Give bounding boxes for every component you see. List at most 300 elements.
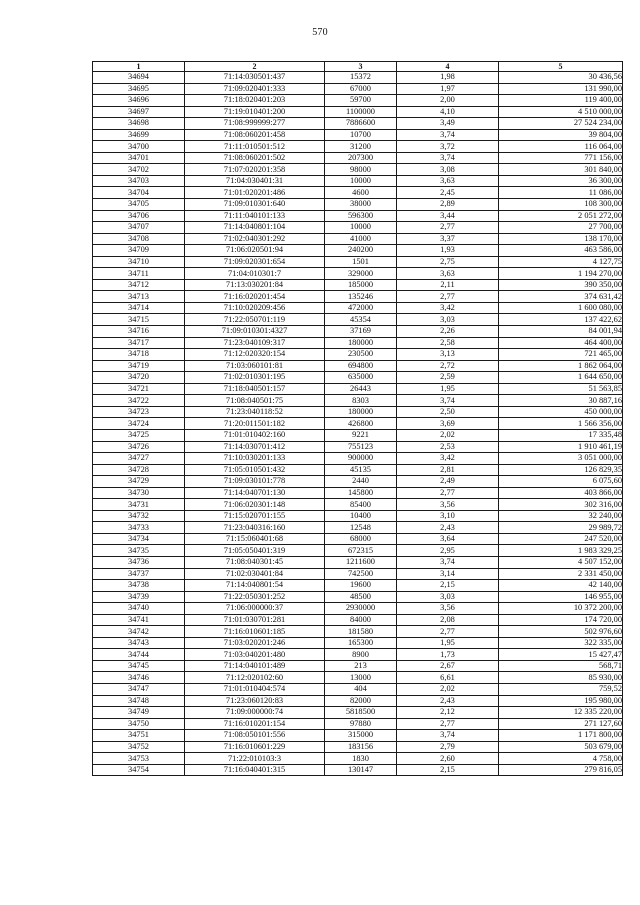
table-cell-col-2: 71:19:010401:200: [185, 106, 325, 118]
table-cell-col-4: 2,77: [397, 626, 499, 638]
table-cell-col-4: 3,37: [397, 233, 499, 245]
table-cell-col-4: 3,42: [397, 453, 499, 465]
table-row: [93, 406, 623, 418]
table-cell-col-4: 3,64: [397, 533, 499, 545]
table-cell-col-2: 71:02:040301:292: [185, 233, 325, 245]
table-cell-col-2: 71:02:010301:195: [185, 372, 325, 384]
table-cell-col-1: 34696: [93, 95, 185, 107]
table-cell-col-2: 71:08:040301:45: [185, 556, 325, 568]
table-cell-col-4: 1,97: [397, 83, 499, 95]
table-cell-col-2: 71:08:060201:458: [185, 129, 325, 141]
table-cell-col-5: 4 507 152,00: [499, 556, 623, 568]
table-cell-col-4: 2,77: [397, 487, 499, 499]
table-cell-col-1: 34720: [93, 372, 185, 384]
table-cell-col-1: 34748: [93, 695, 185, 707]
table-cell-col-1: 34708: [93, 233, 185, 245]
table-row: [93, 568, 623, 580]
table-cell-col-2: 71:14:040801:104: [185, 222, 325, 234]
table-cell-col-1: 34740: [93, 603, 185, 615]
table-cell-col-2: 71:18:020401:203: [185, 95, 325, 107]
table-cell-col-5: 29 989,72: [499, 522, 623, 534]
table-cell-col-5: 30 436,56: [499, 72, 623, 84]
table-row: [93, 464, 623, 476]
table-cell-col-3: 1100000: [325, 106, 397, 118]
table-cell-col-2: 71:01:010404:574: [185, 683, 325, 695]
table-cell-col-4: 2,12: [397, 707, 499, 719]
table-cell-col-5: 322 335,00: [499, 637, 623, 649]
table-cell-col-2: 71:06:000000:37: [185, 603, 325, 615]
table-cell-col-5: 279 816,05: [499, 764, 623, 776]
table-cell-col-3: 13000: [325, 672, 397, 684]
table-cell-col-4: 3,03: [397, 314, 499, 326]
table-cell-col-2: 71:08:050101:556: [185, 730, 325, 742]
table-row: [93, 372, 623, 384]
table-cell-col-5: 174 720,00: [499, 614, 623, 626]
table-cell-col-5: 1 566 356,00: [499, 418, 623, 430]
table-cell-col-5: 302 316,00: [499, 499, 623, 511]
table-row: [93, 580, 623, 592]
table-cell-col-4: 2,60: [397, 753, 499, 765]
table-cell-col-2: 71:01:030701:281: [185, 614, 325, 626]
column-header-3: 3: [325, 62, 397, 72]
table-row: [93, 718, 623, 730]
table-cell-col-5: 32 240,00: [499, 510, 623, 522]
table-cell-col-4: 3,74: [397, 556, 499, 568]
table-cell-col-4: 3,56: [397, 603, 499, 615]
table-cell-col-4: 2,89: [397, 199, 499, 211]
table-cell-col-2: 71:09:010301:640: [185, 199, 325, 211]
table-cell-col-1: 34709: [93, 245, 185, 257]
table-row: [93, 510, 623, 522]
table-row: [93, 660, 623, 672]
table-cell-col-5: 2 051 272,00: [499, 210, 623, 222]
table-cell-col-1: 34700: [93, 141, 185, 153]
table-cell-col-4: 2,43: [397, 695, 499, 707]
table-cell-col-5: 390 350,00: [499, 279, 623, 291]
table-cell-col-4: 2,77: [397, 718, 499, 730]
table-cell-col-2: 71:14:030501:437: [185, 72, 325, 84]
table-cell-col-3: 8900: [325, 649, 397, 661]
table-cell-col-4: 2,49: [397, 476, 499, 488]
table-cell-col-5: 463 586,00: [499, 245, 623, 257]
table-cell-col-1: 34751: [93, 730, 185, 742]
table-row: [93, 302, 623, 314]
table-cell-col-4: 6,61: [397, 672, 499, 684]
table-cell-col-1: 34728: [93, 464, 185, 476]
table-cell-col-3: 426800: [325, 418, 397, 430]
table-cell-col-1: 34753: [93, 753, 185, 765]
table-row: [93, 256, 623, 268]
table-cell-col-4: 2,15: [397, 764, 499, 776]
table-cell-col-2: 71:11:040101:133: [185, 210, 325, 222]
table-cell-col-1: 34717: [93, 337, 185, 349]
table-cell-col-1: 34747: [93, 683, 185, 695]
table-cell-col-2: 71:05:010501:432: [185, 464, 325, 476]
table-cell-col-2: 71:08:040501:75: [185, 395, 325, 407]
table-cell-col-2: 71:03:040201:480: [185, 649, 325, 661]
table-cell-col-2: 71:22:050701:119: [185, 314, 325, 326]
column-header-1: 1: [93, 62, 185, 72]
table-cell-col-2: 71:16:020201:454: [185, 291, 325, 303]
table-cell-col-1: 34699: [93, 129, 185, 141]
table-cell-col-3: 38000: [325, 199, 397, 211]
table-cell-col-1: 34746: [93, 672, 185, 684]
table-cell-col-3: 2440: [325, 476, 397, 488]
table-cell-col-4: 2,02: [397, 429, 499, 441]
table-cell-col-4: 2,53: [397, 441, 499, 453]
table-cell-col-5: 138 170,00: [499, 233, 623, 245]
table-cell-col-5: 15 427,47: [499, 649, 623, 661]
table-cell-col-1: 34701: [93, 152, 185, 164]
table-row: [93, 233, 623, 245]
table-cell-col-2: 71:03:020201:246: [185, 637, 325, 649]
table-cell-col-2: 71:23:040118:52: [185, 406, 325, 418]
table-cell-col-1: 34722: [93, 395, 185, 407]
table-row: [93, 72, 623, 84]
table-cell-col-3: 694800: [325, 360, 397, 372]
table-cell-col-3: 31200: [325, 141, 397, 153]
table-cell-col-4: 3,42: [397, 302, 499, 314]
table-row: [93, 95, 623, 107]
table-cell-col-2: 71:14:040701:130: [185, 487, 325, 499]
table-row: [93, 453, 623, 465]
table-cell-col-3: 10000: [325, 222, 397, 234]
table-cell-col-1: 34727: [93, 453, 185, 465]
table-row: [93, 326, 623, 338]
table-row: [93, 141, 623, 153]
table-cell-col-5: 1 600 080,00: [499, 302, 623, 314]
table-cell-col-1: 34732: [93, 510, 185, 522]
table-cell-col-1: 34703: [93, 175, 185, 187]
table-cell-col-3: 45135: [325, 464, 397, 476]
table-cell-col-3: 7886600: [325, 118, 397, 130]
table-row: [93, 210, 623, 222]
table-cell-col-1: 34721: [93, 383, 185, 395]
table-cell-col-3: 4600: [325, 187, 397, 199]
table-cell-col-3: 145800: [325, 487, 397, 499]
table-row: [93, 418, 623, 430]
table-cell-col-5: 502 976,60: [499, 626, 623, 638]
table-cell-col-3: 10700: [325, 129, 397, 141]
table-cell-col-5: 1 644 650,00: [499, 372, 623, 384]
table-cell-col-5: 771 156,00: [499, 152, 623, 164]
table-cell-col-1: 34712: [93, 279, 185, 291]
table-row: [93, 637, 623, 649]
table-cell-col-5: 301 840,00: [499, 164, 623, 176]
table-cell-col-5: 12 335 220,00: [499, 707, 623, 719]
table-cell-col-2: 71:10:020209:456: [185, 302, 325, 314]
table-row: [93, 291, 623, 303]
table-row: [93, 707, 623, 719]
table-cell-col-1: 34752: [93, 741, 185, 753]
table-cell-col-5: 108 300,00: [499, 199, 623, 211]
table-cell-col-3: 98000: [325, 164, 397, 176]
table-cell-col-2: 71:18:040501:157: [185, 383, 325, 395]
table-cell-col-5: 1 910 461,19: [499, 441, 623, 453]
table-cell-col-3: 97880: [325, 718, 397, 730]
table-cell-col-3: 8303: [325, 395, 397, 407]
table-cell-col-3: 26443: [325, 383, 397, 395]
table-cell-col-5: 146 955,00: [499, 591, 623, 603]
table-cell-col-3: 329000: [325, 268, 397, 280]
table-cell-col-2: 71:15:060401:68: [185, 533, 325, 545]
table-cell-col-5: 126 829,35: [499, 464, 623, 476]
table-header-row: [93, 62, 623, 72]
table-row: [93, 672, 623, 684]
table-cell-col-4: 3,08: [397, 164, 499, 176]
table-cell-col-4: 3,74: [397, 129, 499, 141]
table-cell-col-4: 1,95: [397, 637, 499, 649]
table-cell-col-4: 2,95: [397, 545, 499, 557]
table-cell-col-3: 181580: [325, 626, 397, 638]
table-cell-col-2: 71:11:010501:512: [185, 141, 325, 153]
table-cell-col-3: 180000: [325, 406, 397, 418]
table-cell-col-5: 11 086,00: [499, 187, 623, 199]
table-cell-col-3: 185000: [325, 279, 397, 291]
table-cell-col-1: 34737: [93, 568, 185, 580]
table-cell-col-1: 34710: [93, 256, 185, 268]
table-row: [93, 245, 623, 257]
table-cell-col-5: 4 127,75: [499, 256, 623, 268]
table-cell-col-1: 34733: [93, 522, 185, 534]
table-cell-col-5: 4 758,00: [499, 753, 623, 765]
table-row: [93, 314, 623, 326]
table-cell-col-2: 71:12:020102:60: [185, 672, 325, 684]
table-cell-col-5: 42 140,00: [499, 580, 623, 592]
table-cell-col-2: 71:23:040109:317: [185, 337, 325, 349]
table-cell-col-1: 34707: [93, 222, 185, 234]
table-cell-col-2: 71:09:030101:778: [185, 476, 325, 488]
table-cell-col-4: 2,15: [397, 580, 499, 592]
table-cell-col-1: 34716: [93, 326, 185, 338]
table-cell-col-3: 183156: [325, 741, 397, 753]
table-cell-col-2: 71:22:050301:252: [185, 591, 325, 603]
table-cell-col-2: 71:12:020320:154: [185, 349, 325, 361]
table-row: [93, 360, 623, 372]
table-cell-col-2: 71:05:050401:319: [185, 545, 325, 557]
table-cell-col-1: 34713: [93, 291, 185, 303]
table-cell-col-5: 39 804,00: [499, 129, 623, 141]
table-cell-col-3: 82000: [325, 695, 397, 707]
table-row: [93, 545, 623, 557]
table-row: [93, 349, 623, 361]
table-cell-col-3: 672315: [325, 545, 397, 557]
table-cell-col-4: 3,14: [397, 568, 499, 580]
table-cell-col-4: 2,77: [397, 291, 499, 303]
table-cell-col-5: 85 930,00: [499, 672, 623, 684]
table-cell-col-3: 2930000: [325, 603, 397, 615]
table-row: [93, 522, 623, 534]
table-cell-col-4: 2,58: [397, 337, 499, 349]
table-cell-col-5: 403 866,00: [499, 487, 623, 499]
table-cell-col-3: 59700: [325, 95, 397, 107]
table-cell-col-3: 135246: [325, 291, 397, 303]
table-row: [93, 614, 623, 626]
table-cell-col-5: 1 194 270,00: [499, 268, 623, 280]
table-cell-col-3: 5818500: [325, 707, 397, 719]
page-number: 570: [312, 27, 328, 38]
table-cell-col-4: 3,74: [397, 395, 499, 407]
column-header-5: 5: [499, 62, 623, 72]
table-cell-col-1: 34694: [93, 72, 185, 84]
table-cell-col-5: 6 075,60: [499, 476, 623, 488]
table-cell-col-5: 464 400,00: [499, 337, 623, 349]
table-cell-col-5: 1 171 800,00: [499, 730, 623, 742]
table-cell-col-3: 67000: [325, 83, 397, 95]
table-cell-col-4: 2,77: [397, 222, 499, 234]
table-cell-col-4: 3,03: [397, 591, 499, 603]
table-cell-col-1: 34724: [93, 418, 185, 430]
table-cell-col-4: 1,95: [397, 383, 499, 395]
table-cell-col-2: 71:01:010402:160: [185, 429, 325, 441]
table-cell-col-2: 71:04:030401:31: [185, 175, 325, 187]
table-cell-col-3: 635000: [325, 372, 397, 384]
table-row: [93, 591, 623, 603]
table-cell-col-3: 596300: [325, 210, 397, 222]
table-cell-col-5: 4 510 000,00: [499, 106, 623, 118]
table-row: [93, 164, 623, 176]
table-cell-col-4: 2,26: [397, 326, 499, 338]
table-cell-col-4: 3,69: [397, 418, 499, 430]
table-cell-col-1: 34702: [93, 164, 185, 176]
table-cell-col-3: 1211600: [325, 556, 397, 568]
column-header-2: 2: [185, 62, 325, 72]
table-row: [93, 441, 623, 453]
table-cell-col-1: 34723: [93, 406, 185, 418]
table-row: [93, 106, 623, 118]
table-cell-col-1: 34697: [93, 106, 185, 118]
table-cell-col-5: 30 887,16: [499, 395, 623, 407]
table-cell-col-3: 19600: [325, 580, 397, 592]
table-row: [93, 764, 623, 776]
table-row: [93, 695, 623, 707]
table-cell-col-3: 10000: [325, 175, 397, 187]
table-cell-col-5: 27 700,00: [499, 222, 623, 234]
table-cell-col-5: 374 631,42: [499, 291, 623, 303]
table-row: [93, 499, 623, 511]
table-cell-col-2: 71:20:011501:182: [185, 418, 325, 430]
table-row: [93, 603, 623, 615]
table-cell-col-3: 900000: [325, 453, 397, 465]
table-row: [93, 753, 623, 765]
table-cell-col-2: 71:14:040801:54: [185, 580, 325, 592]
table-cell-col-4: 2,59: [397, 372, 499, 384]
table-cell-col-3: 85400: [325, 499, 397, 511]
table-cell-col-4: 4,10: [397, 106, 499, 118]
table-row: [93, 222, 623, 234]
table-cell-col-1: 34744: [93, 649, 185, 661]
table-cell-col-2: 71:04:010301:7: [185, 268, 325, 280]
table-row: [93, 476, 623, 488]
table-row: [93, 533, 623, 545]
table-cell-col-3: 742500: [325, 568, 397, 580]
table-cell-col-3: 41000: [325, 233, 397, 245]
table-cell-col-3: 404: [325, 683, 397, 695]
table-cell-col-2: 71:08:060201:502: [185, 152, 325, 164]
table-row: [93, 556, 623, 568]
table-cell-col-4: 1,98: [397, 72, 499, 84]
table-cell-col-1: 34738: [93, 580, 185, 592]
table-cell-col-1: 34729: [93, 476, 185, 488]
cadastral-value-table: [92, 61, 623, 776]
table-cell-col-4: 2,75: [397, 256, 499, 268]
table-cell-col-3: 84000: [325, 614, 397, 626]
table-cell-col-5: 271 127,60: [499, 718, 623, 730]
table-cell-col-5: 36 300,00: [499, 175, 623, 187]
table-cell-col-1: 34754: [93, 764, 185, 776]
table-cell-col-4: 2,67: [397, 660, 499, 672]
table-cell-col-5: 1 862 064,00: [499, 360, 623, 372]
table-cell-col-4: 2,50: [397, 406, 499, 418]
table-cell-col-1: 34705: [93, 199, 185, 211]
table-cell-col-1: 34726: [93, 441, 185, 453]
table-cell-col-4: 3,72: [397, 141, 499, 153]
table-cell-col-3: 213: [325, 660, 397, 672]
table-cell-col-1: 34739: [93, 591, 185, 603]
table-cell-col-1: 34730: [93, 487, 185, 499]
table-row: [93, 337, 623, 349]
table-cell-col-3: 45354: [325, 314, 397, 326]
table-cell-col-4: 2,11: [397, 279, 499, 291]
table-row: [93, 395, 623, 407]
table-cell-col-4: 1,73: [397, 649, 499, 661]
table-row: [93, 268, 623, 280]
table-cell-col-4: 2,08: [397, 614, 499, 626]
table-cell-col-3: 180000: [325, 337, 397, 349]
table-cell-col-4: 2,02: [397, 683, 499, 695]
table-cell-col-2: 71:16:010601:185: [185, 626, 325, 638]
table-cell-col-5: 17 335,48: [499, 429, 623, 441]
table-cell-col-5: 759,52: [499, 683, 623, 695]
table-cell-col-3: 15372: [325, 72, 397, 84]
table-row: [93, 279, 623, 291]
table-cell-col-5: 84 001,94: [499, 326, 623, 338]
table-cell-col-3: 315000: [325, 730, 397, 742]
table-row: [93, 429, 623, 441]
table-cell-col-2: 71:06:020301:148: [185, 499, 325, 511]
column-header-4: 4: [397, 62, 499, 72]
table-cell-col-3: 230500: [325, 349, 397, 361]
table-cell-col-1: 34704: [93, 187, 185, 199]
table-row: [93, 741, 623, 753]
table-cell-col-1: 34741: [93, 614, 185, 626]
table-cell-col-2: 71:13:030201:84: [185, 279, 325, 291]
table-cell-col-5: 51 563,85: [499, 383, 623, 395]
table-cell-col-3: 207300: [325, 152, 397, 164]
table-cell-col-4: 3,44: [397, 210, 499, 222]
table-cell-col-2: 71:22:010103:3: [185, 753, 325, 765]
table-cell-col-5: 721 465,00: [499, 349, 623, 361]
table-cell-col-1: 34736: [93, 556, 185, 568]
table-cell-col-2: 71:02:030401:84: [185, 568, 325, 580]
table-cell-col-2: 71:03:060101:81: [185, 360, 325, 372]
table-cell-col-2: 71:01:020201:486: [185, 187, 325, 199]
table-cell-col-2: 71:06:020501:94: [185, 245, 325, 257]
table-cell-col-5: 2 331 450,00: [499, 568, 623, 580]
table-cell-col-1: 34715: [93, 314, 185, 326]
table-cell-col-4: 3,56: [397, 499, 499, 511]
table-cell-col-4: 3,63: [397, 175, 499, 187]
table-cell-col-4: 2,00: [397, 95, 499, 107]
table-cell-col-1: 34718: [93, 349, 185, 361]
table-row: [93, 187, 623, 199]
table-cell-col-3: 755123: [325, 441, 397, 453]
table-cell-col-1: 34719: [93, 360, 185, 372]
table-cell-col-3: 9221: [325, 429, 397, 441]
table-cell-col-1: 34698: [93, 118, 185, 130]
table-cell-col-5: 131 990,00: [499, 83, 623, 95]
table-row: [93, 730, 623, 742]
